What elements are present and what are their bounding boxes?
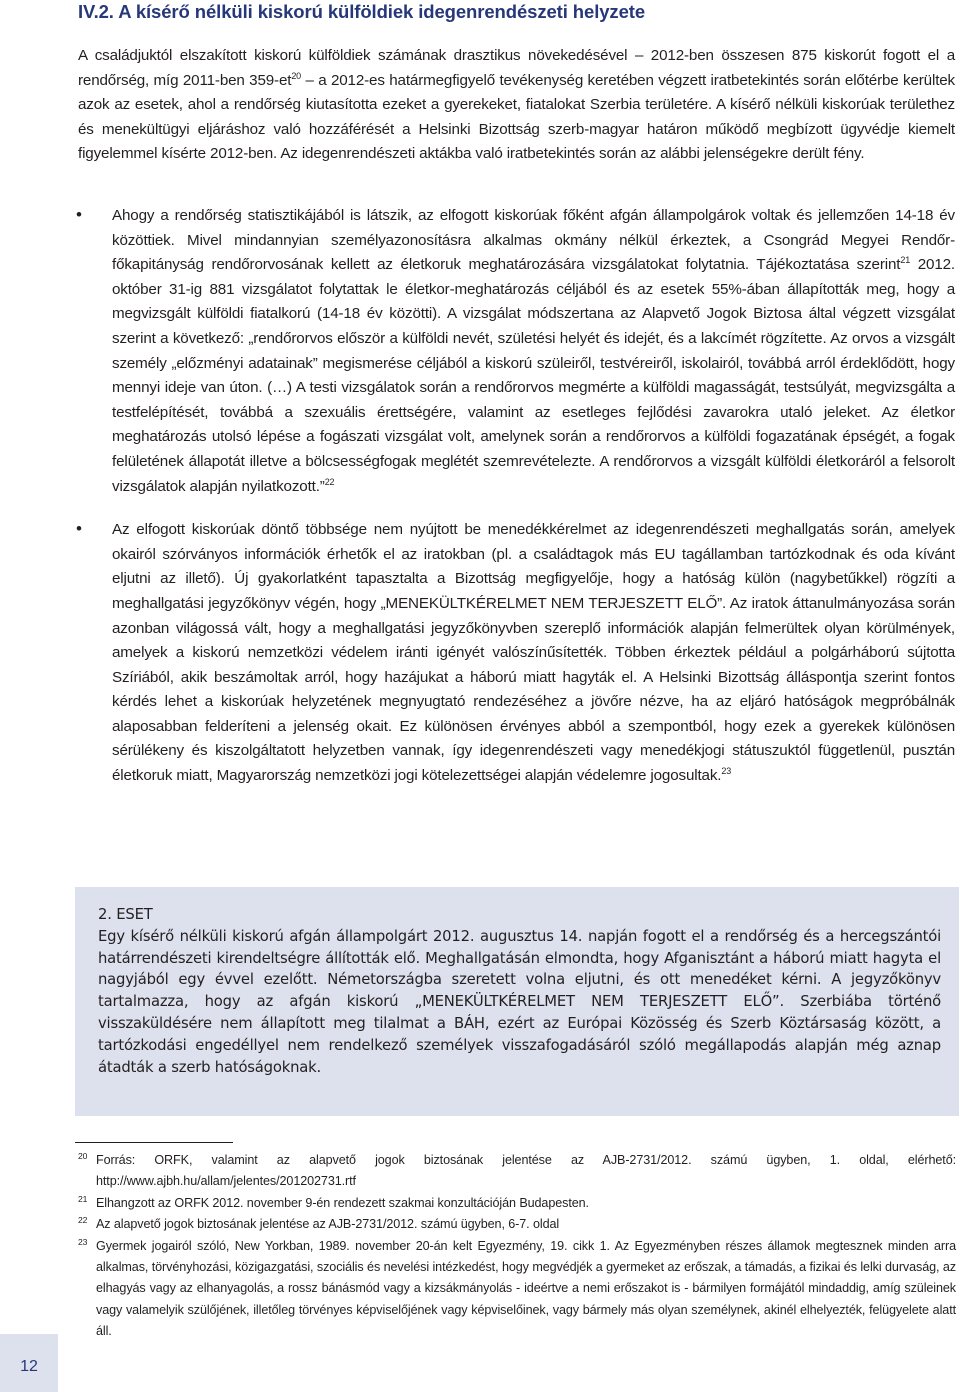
footnote-item bbox=[78, 1150, 956, 1193]
page-number: 12 bbox=[0, 1334, 58, 1392]
intro-text: A családjuktól elszakított kiskorú külföldiek számának drasztikus növekedésével – 2012-ben összesen 875 kiskorút fogott el a rendőrség, míg 2011-ben 359-et bbox=[78, 47, 955, 89]
bullet-list bbox=[78, 204, 955, 789]
footnote-ref[interactable]: 21 bbox=[900, 255, 911, 266]
bullet-icon: • bbox=[76, 205, 82, 224]
footnote-number: 21 bbox=[78, 1193, 88, 1204]
bullet-text: Az elfogott kiskorúak döntő többsége nem nyújtott be menedékkérelmet az idegenrendészeti meghallgatás során, amelyek okairól szórványos információk érhetők el az iratokban (pl. a családtagok más EU tagállamban tartózkodnak és oda kívánt eljutni az illető). Új gyakorlatként tapasztalta a Bizottság megfigyelője, hogy a hatóság külön (nagybetűkkel) rögzíti a meghallgatási jegyzőkönyv végén, hogy „MENEKÜLTKÉRELMET NEM TERJESZETT ELŐ”. Az iratok áttanulmányozása során azonban világossá vált, hogy a meghallgatási jegyzőkönyvben szereplő információk alapján felmerültek olyan körülmények, amelyek a kiskorú nemzetközi védelem iránti igényét valószínűsítették. Többen érkeztek például a polgárháború sújtotta Szíriából, akik beszámoltak arról, hogy hazájukat a háború miatt hagyták el. A Helsinki Bizottság álláspontja szerint fontos kérdés lehet a kiskorúak helyzetének megnyugtató rendezéséhez a jövőre nézve, ha az eljáró hatóságok megpróbálnák alaposabban felderíteni a jelenség okait. Ez különösen érvényes abból a szempontból, hogy ezek a gyerekek különösen sérülékeny és kiszolgáltatott helyzetben vannak, így idegenrendészeti vagy menedékjogi státuszuktól függetlenül, pusztán életkoruk miatt, Magyarország nemzetközi jogi kötelezettségei alapján védelemre jogosultak. bbox=[112, 521, 955, 785]
bullet-icon: • bbox=[76, 519, 82, 539]
footnote-ref[interactable]: 22 bbox=[324, 476, 335, 487]
footnote-ref[interactable]: 23 bbox=[721, 766, 732, 777]
footnote-text: Az alapvető jogok biztosának jelentése az AJB-2731/2012. számú ügyben, 6-7. oldal bbox=[96, 1217, 560, 1232]
footnote-item bbox=[78, 1214, 956, 1235]
footnote-text: Gyermek jogairól szóló, New Yorkban, 1989. november 20-án kelt Egyezmény, 19. cikk 1. Az Egyezményben részes államok megtesznek minden arra alkalmas, törvényhozási, közigazgatási, szociális és nevelési intézkedést, hogy megvédjék a gyermeket az erőszak, a támadás, a fizikai és lelki durvaság, az elhagyás vagy az elhanyagolás, a rossz bánásmód vagy a kizsákmányolás - ideértve a nemi erőszakot is - bármilyen formájától mindaddig, amíg szüleinek vagy valamelyik szülőjének, illetőleg törvényes képviselőjének vagy képviselőinek, vagy bármely más olyan személynek, akinél elhelyezték, felügyelete alatt áll. bbox=[96, 1238, 956, 1339]
footnote-divider bbox=[75, 1142, 233, 1143]
section-heading: IV.2. A kísérő nélküli kiskorú külföldiek idegenrendészeti helyzete bbox=[78, 1, 646, 22]
footnote-ref[interactable]: 20 bbox=[291, 70, 302, 81]
bullet-item-asylum-requests bbox=[78, 518, 955, 789]
footnote-number: 23 bbox=[78, 1236, 88, 1247]
intro-text-continued: – a 2012-es határmegfigyelő tevékenység keretében végzett iratbetekintés során előtérbe kerültek azok az esetek, ahol a rendőrség kiutasította ezeket a gyerekeket, fiatalokat Szerbia területére. A kísérő nélküli kiskorúak területhez és menekültügyi eljáráshoz való hozzáférését a Helsinki Bizottság szerb-magyar határon működő megbízott ügyvédje kiemelt figyelemmel kísérte 2012-ben. Az idegenrendészeti aktákba való iratbetekintés során az alábbi jelenségekre derült fény. bbox=[78, 71, 956, 163]
footnote-item bbox=[78, 1236, 956, 1343]
footnote-text: Elhangzott az ORFK 2012. november 9-én rendezett szakmai konzultációján Budapesten. bbox=[96, 1195, 589, 1210]
footnote-number: 20 bbox=[78, 1151, 88, 1161]
footnote-number: 22 bbox=[78, 1215, 88, 1226]
footnote-item bbox=[78, 1193, 956, 1214]
intro-paragraph bbox=[78, 44, 955, 167]
case-box bbox=[75, 887, 959, 1116]
bullet-text: Ahogy a rendőrség statisztikájából is látszik, az elfogott kiskorúak főként afgán állampolgárok voltak és jellemzően 14-18 év közöttiek. Mivel mindannyian személyazonosításra alkalmas okmány nélkül érkeztek, a Csongrád Megyei Rendőr-főkapitányság rendőrorvosának kellett az életkoruk meghatározására vizsgálatokat folytatnia. Tájékoztatása szerint bbox=[112, 207, 955, 274]
bullet-item-age-assessment bbox=[78, 204, 955, 499]
bullet-text-continued: 2012. október 31-ig 881 vizsgálatot folytattak le életkor-meghatározás céljából és az esetek 55%-ában állapították meg, hogy a megvizsgált külföldi fiatalkorú (14-18 év közötti). A vizsgálat módszertana az Alapvető Jogok Biztosa által végzett vizsgálat szerint a következő: „rendőrorvos először a külföldi nevét, születési helyét és idejét, és a lakcímét rögzítette. Az orvos a vizsgált személy „előzményi adatainak” megismerése céljából a kiskorú szüleiről, testvéreiről, iskolairól, továbbá arról érdeklődött, hogy mennyi ideje van úton. (…) A testi vizsgálatok során a rendőrorvos megmérte a külföldi magasságát, testsúlyát, megvizsgálta a testfelépítését, továbbá a szexuális érettségére, valamint az esetleges fejlődési zavarokra utaló jeleket. Az életkor meghatározás utolsó lépése a fogászati vizsgálat volt, amelynek során a rendőrorvos a külföldi fogazatának épségét, a fogak felületének állapotát illetve a bölcsességfogak meglétét szemrevételezte. A rendőrorvos a vizsgált külföldi életkoráról a felsorolt vizsgálatok alapján nyilatkozott.” bbox=[112, 256, 955, 495]
case-title: 2. ESET bbox=[98, 906, 153, 923]
footnotes bbox=[78, 1150, 956, 1343]
case-text: Egy kísérő nélküli kiskorú afgán állampolgárt 2012. augusztus 14. napján fogott el a rendőrség és a hercegszántói határrendészeti kirendeltségre állították elő. Meghallgatásán elmondta, hogy Afganisztánt a háború miatt hagyta el nagyjából egy évvel ezelőtt. Németországba szeretett volna eljutni, és ott menedéket kérni. A jegyzőkönyv tartalmazza, hogy az afgán kiskorú „MENEKÜLTKÉRELMET NEM TERJESZETT ELŐ”. Szerbiába történő visszaküldésére nem állapított meg tilalmat a BÁH, ezért az Európai Közösség és Szerb Köztársaság között, a tartózkodási engedéllyel nem rendelkező személyek visszafogadásáról szóló megállapodás alapján még aznap átadták a szerb hatóságoknak. bbox=[98, 927, 941, 1076]
footnote-text: Forrás: ORFK, valamint az alapvető jogok biztosának jelentése az AJB-2731/2012. számú ügyben, 1. oldal, elérhető: http://www.ajbh.hu/allam/jelentes/201202731.rtf bbox=[96, 1153, 956, 1189]
